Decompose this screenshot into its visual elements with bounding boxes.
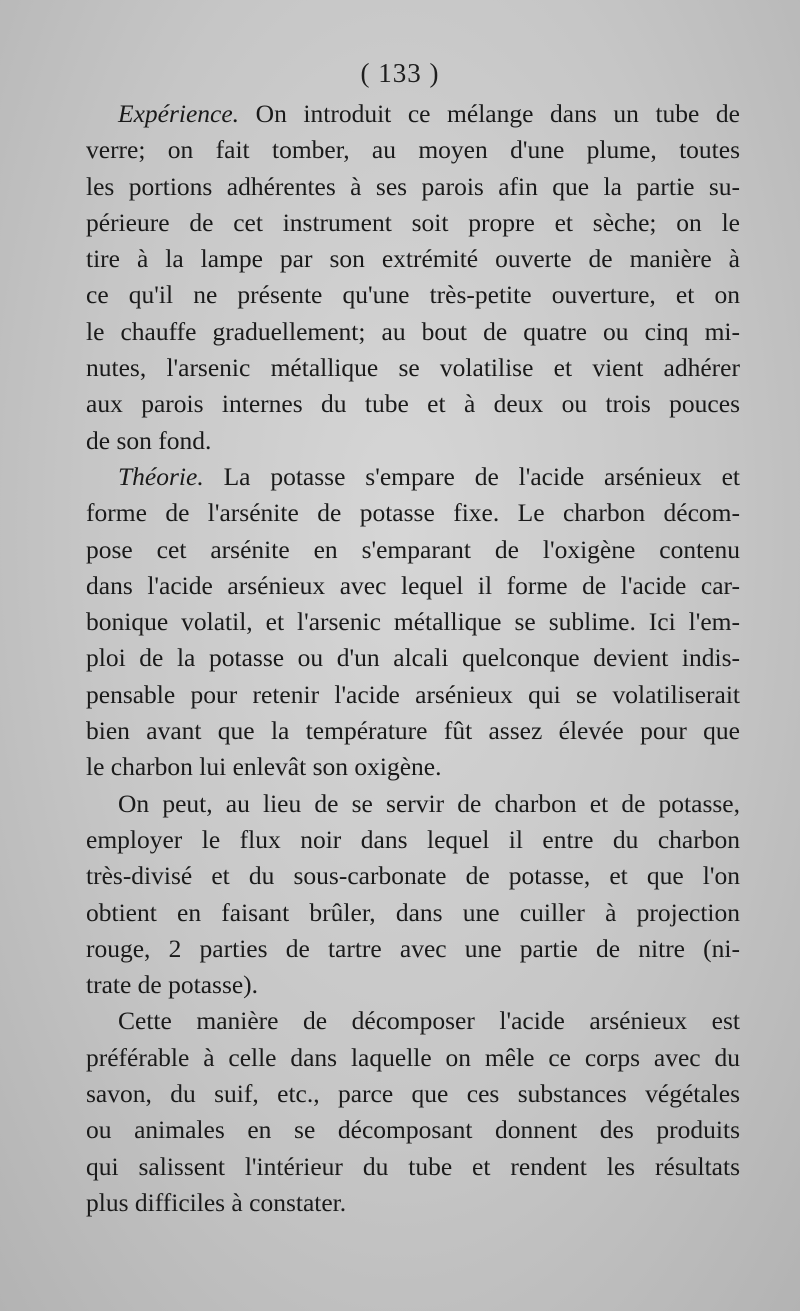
text-line: le chauffe graduellement; au bout de quatre ou cinq mi-: [86, 316, 740, 346]
paragraph-lead: Expérience.: [118, 99, 240, 128]
text-line: On peut, au lieu de se servir de charbon et de potasse,: [118, 788, 740, 818]
text-line: très-divisé et du sous-carbonate de potasse, et que l'on: [86, 861, 740, 891]
line-text: La potasse s'empare de l'acide arsénieux et: [203, 461, 740, 491]
text-line: de son fond.: [86, 425, 212, 455]
text-line: obtient en faisant brûler, dans une cuiller à projection: [86, 897, 740, 927]
page-body: [86, 96, 740, 1221]
text-line: [86, 459, 740, 495]
text-line: pensable pour retenir l'acide arsénieux qui se volatiliserait: [86, 679, 740, 709]
text-line: aux parois internes du tube et à deux ou trois pouces: [86, 389, 740, 419]
paragraph-theorie: [86, 459, 740, 786]
paragraph-experience: [86, 96, 740, 459]
text-line: verre; on fait tomber, au moyen d'une plume, toutes: [86, 135, 740, 165]
text-line: bonique volatil, et l'arsenic métallique se sublime. Ici l'em-: [86, 607, 740, 637]
text-line: nutes, l'arsenic métallique se volatilise et vient adhérer: [86, 353, 740, 383]
text-line: rouge, 2 parties de tartre avec une partie de nitre (ni-: [86, 933, 740, 963]
text-line: savon, du suif, etc., parce que ces substances végétales: [86, 1079, 740, 1109]
paragraph-lead: Théorie.: [118, 461, 204, 491]
text-line: [86, 96, 740, 132]
page-number: ( 133 ): [360, 58, 440, 88]
text-line: qui salissent l'intérieur du tube et rendent les résultats: [86, 1151, 740, 1181]
paragraph-comparison: [86, 1003, 740, 1221]
text-line: Cette manière de décomposer l'acide arsénieux est: [118, 1006, 740, 1036]
text-line: les portions adhérentes à ses parois afin que la partie su-: [86, 171, 740, 201]
text-line: forme de l'arsénite de potasse fixe. Le charbon décom-: [86, 498, 740, 528]
text-line: dans l'acide arsénieux avec lequel il forme de l'acide car-: [86, 570, 740, 600]
text-line: le charbon lui enlevât son oxigène.: [86, 752, 442, 782]
text-line: préférable à celle dans laquelle on mêle ce corps avec du: [86, 1042, 740, 1072]
text-line: employer le flux noir dans lequel il entre du charbon: [86, 824, 740, 854]
text-line: bien avant que la température fût assez élevée pour que: [86, 716, 740, 746]
text-line: trate de potasse).: [86, 970, 259, 1000]
text-line: ou animales en se décomposant donnent des produits: [86, 1115, 740, 1145]
text-line: pose cet arsénite en s'emparant de l'oxigène contenu: [86, 534, 740, 564]
text-line: tire à la lampe par son extrémité ouverte de manière à: [86, 244, 740, 274]
text-line: ce qu'il ne présente qu'une très-petite ouverture, et on: [86, 280, 740, 310]
text-line: périeure de cet instrument soit propre et sèche; on le: [86, 207, 740, 237]
line-text: On introduit ce mélange dans un tube de: [239, 99, 740, 128]
paragraph-flux-noir: [86, 786, 740, 1004]
text-line: ploi de la potasse ou d'un alcali quelconque devient indis-: [86, 643, 740, 673]
text-line: plus difficiles à constater.: [86, 1187, 347, 1217]
